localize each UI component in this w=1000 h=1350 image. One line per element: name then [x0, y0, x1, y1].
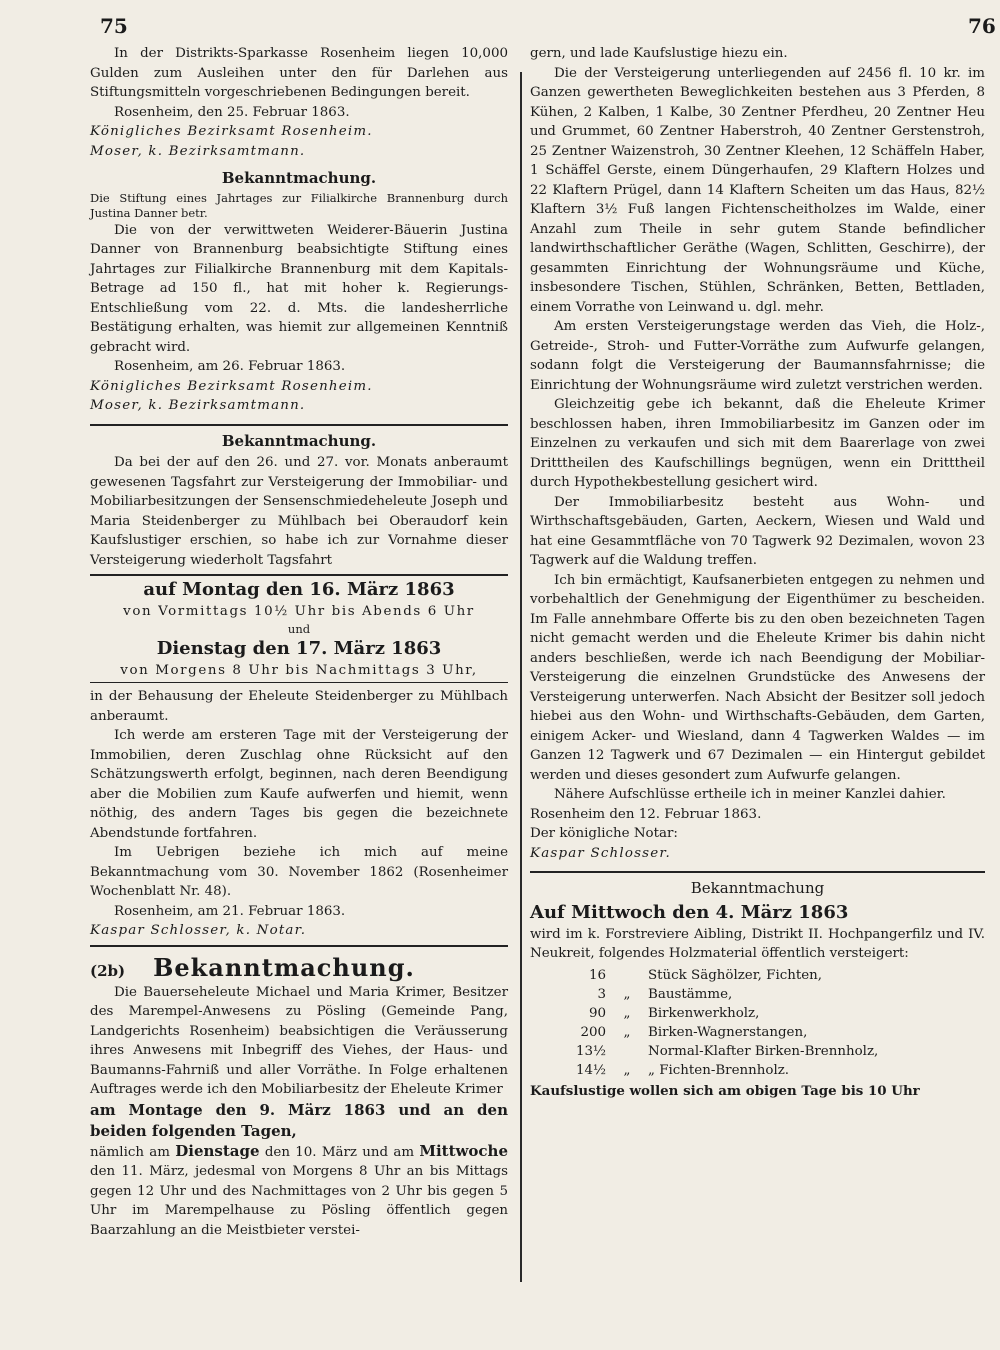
- item-quantity: 3: [597, 986, 606, 1002]
- section-rule: [530, 871, 985, 873]
- notice-body: Ich bin ermächtigt, Kaufsanerbieten entgegen zu nehmen und vorbehaltlich der Genehmigung der Eigenthümer zu bescheiden. Im Falle annehmbare Offerte bis zu den oben bezeichneten Tagen nicht gemacht werden und die Eheleute Krimer bis dahin nicht anders beschließen, werde ich nach Beendigung der Mobiliar-Versteigerung die einzelnen Grundstücke des Anwesens der Versteigerung unterwerfen. Nach Absicht der Besitzer soll jedoch hiebei aus den Wohn- und Wirthschafts-Gebäuden, dem Garten, einigem Acker- und Wiesland, dann 4 Tagwerken Waldes — im Ganzen 12 Tagwerk und 67 Dezimalen — ein Hintergut gebildet werden und dieses gesondert zum Aufwurfe gelangen.: [530, 572, 985, 783]
- timber-row: [554, 1023, 884, 1042]
- notary-signature: Kaspar Schlosser, k. Notar.: [90, 923, 307, 938]
- place-date: Rosenheim, den 25. Februar 1863.: [114, 104, 350, 120]
- notice-body: in der Behausung der Eheleute Steidenberger zu Mühlbach anberaumt.: [90, 689, 508, 724]
- timber-row: [554, 1004, 884, 1023]
- notice-heading: Bekanntmachung.: [221, 169, 377, 187]
- auction-dates-box: [90, 574, 508, 683]
- item-quantity: 200: [580, 1024, 606, 1040]
- official-signature: Moser, k. Bezirksamtmann.: [90, 398, 306, 413]
- notice-body: Gleichzeitig gebe ich bekannt, daß die Eheleute Krimer beschlossen haben, ihren Immobiliarbesitz im Ganzen oder im Einzelnen zu verkaufen und sich mit dem Baarerlage von zwei Dritttheilen des Kaufschillings begnügen, wenn ein Dritttheil durch Hypothekbestellung gesichert wird.: [530, 397, 985, 490]
- notice-body: In der Distrikts-Sparkasse Rosenheim liegen 10,000 Gulden zum Ausleihen unter den für Darlehen aus Stiftungsmitteln vorgeschriebenen Bedingungen bereit.: [90, 46, 508, 100]
- notice-body: Nähere Aufschlüsse ertheile ich in meiner Kanzlei dahier.: [554, 787, 946, 802]
- notary-signature: Kaspar Schlosser.: [530, 845, 671, 861]
- auction-time-1: von Vormittags 10½ Uhr bis Abends 6 Uhr: [123, 604, 475, 619]
- notice-sparkasse: [90, 44, 508, 161]
- section-rule: [90, 424, 508, 426]
- timber-row: [554, 966, 884, 985]
- notice-body: Im Uebrigen beziehe ich mich auf meine Bekanntmachung vom 30. November 1862 (Rosenheimer Wochenblatt Nr. 48).: [90, 845, 508, 899]
- item-description: Birken-Wagnerstangen,: [648, 1024, 808, 1040]
- notice-body: Da bei der auf den 26. und 27. vor. Monats anberaumt gewesenen Tagsfahrt zur Versteigerung der Immobiliar- und Mobiliarbesitzungen der Sensenschmiedeheleute Joseph und Maria Steidenberger zu Mühlbach bei Oberaudorf kein Kaufslustiger erschien, so habe ich zur Vornahme dieser Versteigerung wiederholt Tagsfahrt: [90, 455, 508, 568]
- conjunction: und: [287, 621, 311, 636]
- item-description: Baustämme,: [648, 986, 733, 1002]
- right-column: [530, 44, 985, 1101]
- notice-heading: Bekanntmachung.: [221, 431, 377, 450]
- notice-body: Der Immobiliarbesitz besteht aus Wohn- und Wirthschaftsgebäuden, Garten, Aeckern, Wiesen und Wald und hat eine Gesammtfläche von 70 Tagwerk 92 Dezimalen, wovon 23 Tagwerk auf die Waldung treffen.: [530, 494, 985, 568]
- text-run: den 10. März und am: [264, 1144, 415, 1160]
- notice-krimer: [90, 953, 508, 1241]
- notice-body: Die der Versteigerung unterliegenden auf 2456 fl. 10 kr. im Ganzen gewertheten Beweglichkeiten bestehen aus 3 Pferden, 8 Kühen, 2 Kalben, 1 Kalbe, 30 Zentner Pferdheu, 20 Zentner Heu und Grummet, 60 Zentner Haberstroh, 40 Zentner Gerstenstroh, 25 Zentner Waizenstroh, 30 Zentner Kleehen, 12 Schäffeln Haber, 1 Schäffel Gerste, einem Düngerhaufen, 29 Klaftern Holzes und 22 Klaftern Prügel, dann 14 Klaftern Scheiten um das Haus, 82½ Klaftern 3½ Fuß langen Fichtenscheitholzes im Walde, einer Anzahl zum Theile in sehr gutem Stande befindlicher landwirthschaftlicher Geräthe (Wagen, Schlitten, Geschirre), der gesammten Einrichtung der Wohnungsräume und Küche, insbesondere Tischen, Stühlen, Schränken, Betten, Bettladen, einem Vorrathe von Leinwand u. dgl. mehr.: [530, 65, 985, 315]
- notice-number: (2b): [90, 961, 126, 980]
- closing-line: Kaufslustige wollen sich am obigen Tage bis 10 Uhr: [530, 1082, 920, 1099]
- item-quantity: 16: [588, 967, 606, 983]
- item-description: Normal-Klafter Birken-Brennholz,: [648, 1043, 879, 1059]
- ditto-mark: „: [623, 1062, 631, 1078]
- notice-body: [90, 1142, 508, 1241]
- notice-header-row: [90, 953, 508, 983]
- timber-row: [554, 985, 884, 1004]
- ditto-mark: [612, 1042, 642, 1061]
- auction-date: Auf Mittwoch den 4. März 1863: [530, 901, 849, 923]
- column-divider: [520, 72, 522, 1282]
- notice-body: Ich werde am ersteren Tage mit der Versteigerung der Immobilien, deren Zuschlag ohne Rücksicht auf den Schätzungswerth erfolgt, beginnen, nach deren Beendigung aber die Mobilien zum Kaufe aufwerfen und hiemit, wenn nöthig, des andern Tages bis gegen die bezeichnete Abendstunde fortfahren.: [90, 728, 508, 841]
- auction-date-1: auf Montag den 16. März 1863: [143, 579, 455, 600]
- place-date: Rosenheim, am 21. Februar 1863.: [114, 903, 346, 919]
- notice-body: Am ersten Versteigerungstage werden das Vieh, die Holz-, Getreide-, Stroh- und Futter-Vorräthe zum Aufwurfe gelangen, sodann folgt die Versteigerung der Baumannsfahrnisse; die Einrichtung der Wohnungsräume wird zuletzt verstrichen werden.: [530, 319, 985, 393]
- weekday: Mittwoche: [419, 1141, 509, 1160]
- text-run: nämlich am: [90, 1144, 170, 1160]
- notice-body: Die Bauerseheleute Michael und Maria Krimer, Besitzer des Marempel-Anwesens zu Pösling (Gemeinde Pang, Landgerichts Rosenheim) beabsichtigen die Veräusserung ihres Anwesens mit Inbegriff des Viehes, der Haus- und Baumanns-Fahrniß und aller Vorräthe. In Folge erhaltenen Auftrages werde ich den Mobiliarbesitz der Eheleute Krimer: [90, 984, 508, 1097]
- notice-body: gern, und lade Kaufslustige hiezu ein.: [530, 46, 788, 61]
- notice-body: Die von der verwittweten Weiderer-Bäuerin Justina Danner von Brannenburg beabsichtigte Stiftung eines Jahrtages zur Filialkirche Brannenburg mit dem Kapitals-Betrage ad 150 fl., hat mit hoher k. Regierungs-Entschließung vom 22. d. Mts. die landesherrliche Bestätigung erhalten, was hiemit zur allgemeinen Kenntniß gebracht wird.: [90, 222, 508, 355]
- section-rule: [90, 945, 508, 947]
- notice-krimer-continued: [530, 44, 985, 863]
- page-number-right: 76: [968, 14, 996, 38]
- notice-body: wird im k. Forstreviere Aibling, Distrikt II. Hochpangerfilz und IV. Neukreit, folgendes Holzmaterial öffentlich versteigert:: [530, 926, 985, 961]
- auction-date-2: Dienstag den 17. März 1863: [156, 637, 442, 659]
- notice-heading: Bekanntmachung.: [153, 952, 415, 982]
- notary-title: Der königliche Notar:: [530, 826, 678, 841]
- official-signature: Moser, k. Bezirksamtmann.: [90, 143, 306, 159]
- weekday: Dienstage: [175, 1141, 260, 1160]
- ditto-mark: „: [623, 986, 631, 1002]
- item-quantity: 13½: [575, 1043, 606, 1059]
- timber-list: [554, 966, 884, 1080]
- notice-holz-versteigerung: [530, 879, 985, 1101]
- auction-time-2: von Morgens 8 Uhr bis Nachmittags 3 Uhr,: [120, 662, 478, 678]
- ditto-mark: [612, 966, 642, 985]
- place-date: Rosenheim, am 26. Februar 1863.: [114, 359, 346, 374]
- ditto-mark: „: [623, 1024, 631, 1040]
- ditto-mark: „: [623, 1005, 631, 1021]
- item-description: „ Fichten-Brennholz.: [648, 1062, 790, 1078]
- timber-row: [554, 1042, 884, 1061]
- item-description: Birkenwerkholz,: [648, 1005, 760, 1021]
- auction-date: am Montage den 9. März 1863 und an den beiden folgenden Tagen,: [90, 1100, 508, 1140]
- issuing-office: Königliches Bezirksamt Rosenheim.: [90, 378, 373, 394]
- issuing-office: Königliches Bezirksamt Rosenheim.: [90, 124, 373, 139]
- notice-steidenberger: [90, 432, 508, 941]
- notice-stiftung: [90, 169, 508, 416]
- timber-row: [554, 1061, 884, 1080]
- item-quantity: 90: [588, 1005, 606, 1021]
- left-column: [90, 44, 508, 1240]
- item-quantity: 14½: [575, 1062, 606, 1078]
- notice-heading: Bekanntmachung: [690, 879, 825, 897]
- place-date: Rosenheim den 12. Februar 1863.: [530, 806, 762, 822]
- text-run: den 11. März, jedesmal von Morgens 8 Uhr an bis Mittags gegen 12 Uhr und des Nachmittages von 2 Uhr bis gegen 5 Uhr im Marempelhause zu Pösling öffentlich gegen Baarzahlung an die Meistbieter verstei-: [90, 1164, 508, 1238]
- page-number-left: 75: [100, 14, 128, 38]
- item-description: Stück Säghölzer, Fichten,: [648, 967, 823, 983]
- notice-subject: Die Stiftung eines Jahrtages zur Filialkirche Brannenburg durch Justina Danner betr.: [90, 190, 508, 220]
